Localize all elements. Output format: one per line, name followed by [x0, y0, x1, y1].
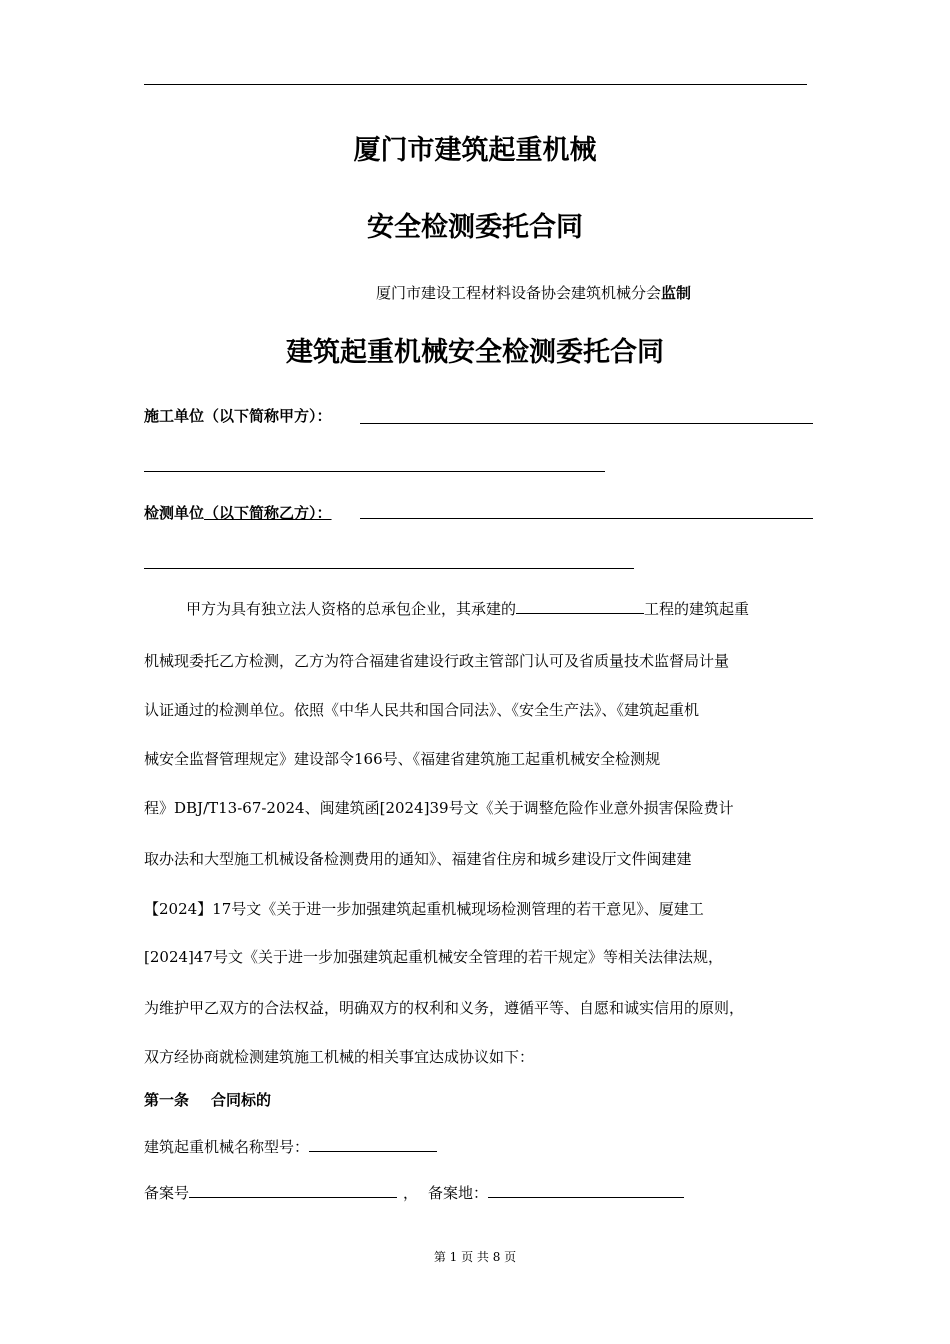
- top-rule: [144, 84, 807, 85]
- record-line: [144, 1182, 684, 1203]
- paragraph-line-8: [2024]47号文《关于进一步加强建筑起重机械安全管理的若干规定》等相关法律法规，: [144, 948, 723, 966]
- project-name-field[interactable]: [516, 598, 644, 614]
- issuer-suffix: 监制: [661, 284, 692, 302]
- party-b-field-cont[interactable]: [144, 568, 634, 569]
- article-1-title: 合同标的: [211, 1091, 272, 1109]
- party-b-label-plain: 检测单位: [144, 504, 205, 522]
- page-indicator: 第 1 页 共 8 页: [433, 1250, 517, 1264]
- record-place-field[interactable]: [488, 1182, 684, 1198]
- cover-title-line2: 安全检测委托合同: [367, 212, 583, 243]
- party-a-field-cont[interactable]: [144, 471, 605, 472]
- paragraph-line-4: 械安全监督管理规定》建设部令166号、《福建省建筑施工起重机械安全检测规: [144, 750, 661, 768]
- paragraph-line-5: 程》DBJ/T13-67-2024、闽建筑函[2024]39号文《关于调整危险作业意外损害保险费计: [144, 799, 734, 817]
- issuer-line: [376, 282, 691, 303]
- cover-title-line1: 厦门市建筑起重机械: [353, 135, 597, 166]
- paragraph-line-2: 机械现委托乙方检测，乙方为符合福建省建设行政主管部门认可及省质量技术监督局计量: [144, 652, 730, 670]
- paragraph-line-10: 双方经协商就检测建筑施工机械的相关事宜达成协议如下：: [144, 1048, 535, 1066]
- record-sep: ，: [403, 1184, 419, 1202]
- party-a-label: 施工单位（以下简称甲方）：: [144, 407, 332, 425]
- party-b-label: [144, 502, 332, 523]
- article-1-number: 第一条: [144, 1091, 190, 1109]
- paragraph-line-7: 【2024】17号文《关于进一步加强建筑起重机械现场检测管理的若干意见》、厦建工: [144, 900, 704, 918]
- machine-field[interactable]: [309, 1136, 437, 1152]
- machine-line: [144, 1136, 437, 1157]
- paragraph-line-6: 取办法和大型施工机械设备检测费用的通知》、福建省住房和城乡建设厅文件闽建建: [144, 850, 692, 868]
- contract-heading: 建筑起重机械安全检测委托合同: [286, 337, 664, 368]
- record-no-label: 备案号: [144, 1184, 190, 1202]
- record-no-field[interactable]: [189, 1182, 397, 1198]
- article-1-heading: [144, 1089, 271, 1110]
- paragraph-line-9: 为维护甲乙双方的合法权益，明确双方的权利和义务，遵循平等、自愿和诚实信用的原则，: [144, 999, 745, 1017]
- party-b-field[interactable]: [360, 518, 813, 519]
- machine-label: 建筑起重机械名称型号：: [144, 1138, 310, 1156]
- paragraph-line-1: 甲方为具有独立法人资格的总承包企业，其承建的 工程的建筑起重: [186, 600, 750, 618]
- record-place-label: 备案地：: [428, 1184, 489, 1202]
- party-b-label-underlined: （以下简称乙方）：: [204, 504, 332, 522]
- paragraph-line-3: 认证通过的检测单位。依照《中华人民共和国合同法》、《安全生产法》、《建筑起重机: [144, 701, 700, 719]
- party-a-field[interactable]: [360, 423, 813, 424]
- issuer-name: 厦门市建设工程材料设备协会建筑机械分会: [376, 284, 662, 302]
